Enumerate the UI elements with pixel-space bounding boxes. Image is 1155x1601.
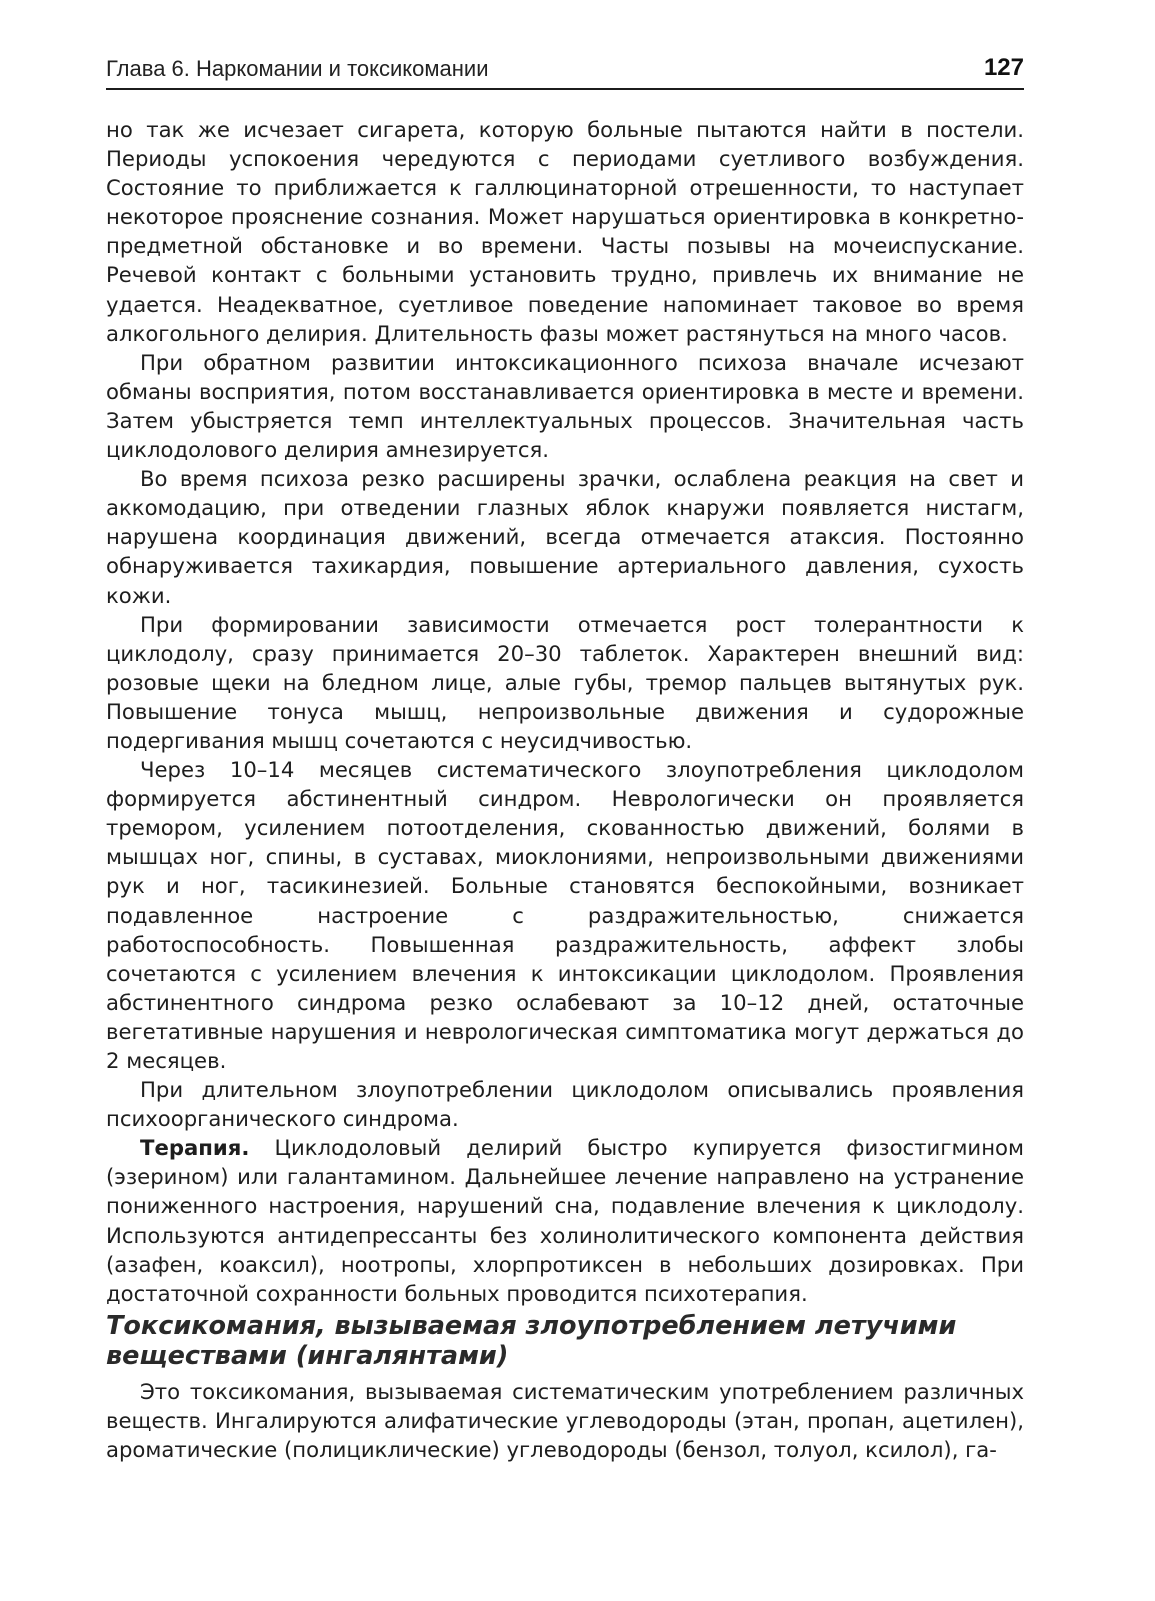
main-text <box>106 115 1024 1464</box>
section-heading: Токсикомания, вызываемая злоупотреблением летучими веществами (ингалянтами) <box>106 1310 957 1371</box>
chapter-title: Глава 6. Наркомании и токсикомании <box>106 56 489 81</box>
section-paragraph: Это токсикомания, вызываемая систематическим употреблением различных веществ. Ингалируются алифатические углеводороды (этан, пропан, ацетилен), ароматические (полициклические) углеводороды (бензол, толуол, ксилол), га- <box>106 1378 1024 1463</box>
paragraph: Во время психоза резко расширены зрачки, ослаблена реакция на свет и аккомодацию, при отведении глазных яблок кнаружи появляется нистагм, нарушена координация движений, всегда отмечается атаксия. Постоянно обнаруживается тахикардия, повышение артериального давления, сухость кожи. <box>106 466 1024 608</box>
page-number: 127 <box>983 54 1024 81</box>
paragraph: При длительном злоупотреблении циклодолом описывались проявления психоорганического синдрома. <box>106 1077 1024 1132</box>
therapy-term: Терапия. <box>140 1135 250 1161</box>
therapy-text: Циклодоловый делирий быстро купируется физостигмином (эзерином) или галантамином. Дальнейшее лечение направлено на устранение пониженного настроения, нарушений сна, подавление влечения к циклодолу. Используются антидепрессанты без холинолитического компонента действия (азафен, коаксил), ноотропы, хлорпротиксен в небольших дозировках. При достаточной сохранности больных проводится психотерапия. <box>106 1135 1024 1306</box>
paragraph: При обратном развитии интоксикационного психоза вначале исчезают обманы восприятия, потом восстанавливается ориентировка в месте и времени. Затем убыстряется темп интеллектуальных процессов. Значительная часть циклодолового делирия амнезируется. <box>106 349 1024 463</box>
therapy-paragraph <box>106 1133 1024 1308</box>
paragraph: При формировании зависимости отмечается рост толерантности к циклодолу, сразу принимается 20–30 таблеток. Характерен внешний вид: розовые щеки на бледном лице, алые губы, тремор пальцев вытянутых рук. Повышение тонуса мышц, непроизвольные движения и судорожные подергивания мышц сочетаются с неусидчивостью. <box>106 611 1024 753</box>
running-header <box>106 54 1024 90</box>
paragraph: но так же исчезает сигарета, которую больные пытаются найти в постели. Периоды успокоения чередуются с периодами суетливого возбуждения. Состояние то приближается к галлюцинаторной отрешенности, то наступает некоторое прояснение сознания. Может нарушаться ориентировка в конкретно-предметной обстановке и во времени. Часты позывы на мочеиспускание. Речевой контакт с больными установить трудно, привлечь их внимание не удается. Неадекватное, суетливое поведение напоминает таковое во время алкогольного делирия. Длительность фазы может растянуться на много часов. <box>106 117 1024 346</box>
paragraph: Через 10–14 месяцев систематического злоупотребления циклодолом формируется абстинентный синдром. Неврологически он проявляется тремором, усилением потоотделения, скованностью движений, болями в мышцах ног, спины, в суставах, миоклониями, непроизвольными движениями рук и ног, тасикинезией. Больные становятся беспокойными, возникает подавленное настроение с раздражительностью, снижается работоспособность. Повышенная раздражительность, аффект злобы сочетаются с усилением влечения к интоксикации циклодолом. Проявления абстинентного синдрома резко ослабевают за 10–12 дней, остаточные вегетативные нарушения и неврологическая симптоматика могут держаться до 2 месяцев. <box>106 757 1024 1073</box>
